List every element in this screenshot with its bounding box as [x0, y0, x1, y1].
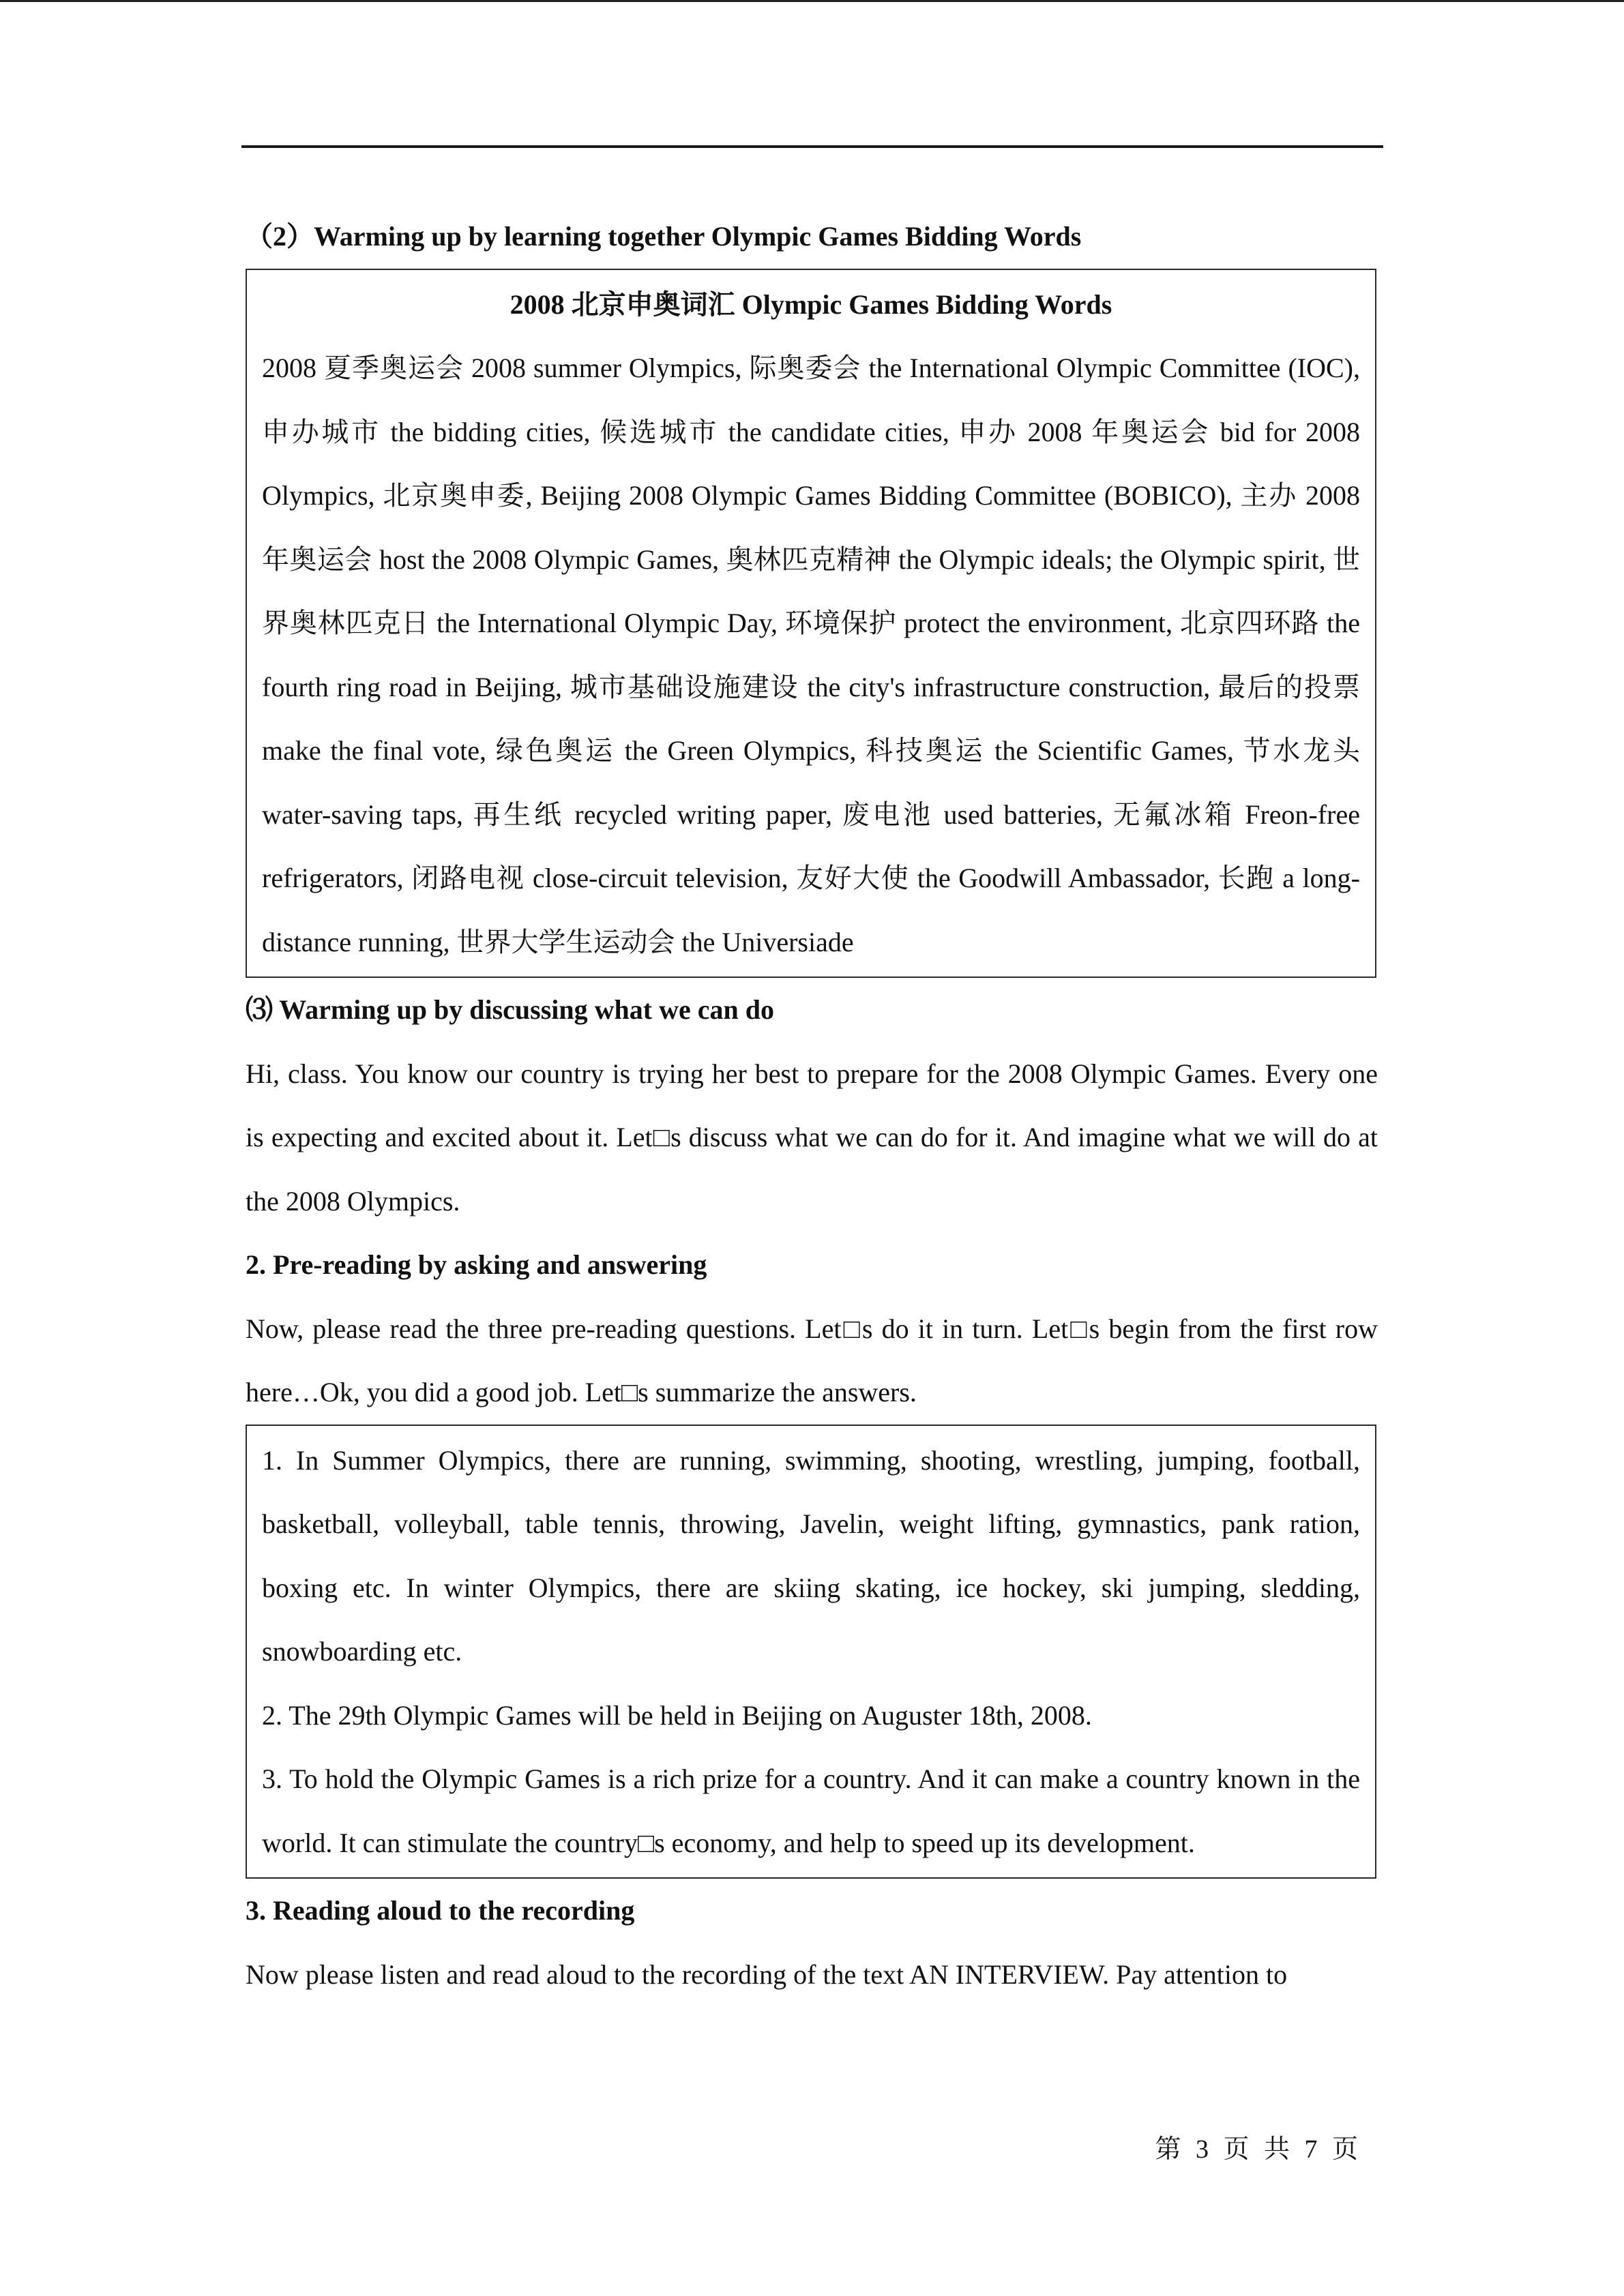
footer-middle: 页 共 — [1223, 2135, 1294, 2164]
page-content — [246, 205, 1378, 2006]
answer-2: 2. The 29th Olympic Games will be held in Beijing on Auguster 18th, 2008. — [262, 1699, 1092, 1731]
vocab-box-body: 2008 夏季奥运会 2008 summer Olympics, 际奥委会 the International Olympic Committee (IOC), 申办城市 the bidding cities, 候选城市 the candidate cities, 申办 2008 年奥运会 bid for 2008 Olympics, 北京奥申委, Beijing 2008 Olympic Games Bidding Committee (BOBICO), 主办 2008 年奥运会 host the 2008 Olympic Games, 奥林匹克精神 the Olympic ideals; the Olympic spirit, 世界奥林匹克日 the International Olympic Day, 环境保护 protect the environment, 北京四环路 the fourth ring road in Beijing, 城市基础设施建设 the city's infrastructure construction, 最后的投票 make the final vote, 绿色奥运 the Green Olympics, 科技奥运 the Scientific Games, 节水龙头 water-saving taps, 再生纸 recycled writing paper, 废电池 used batteries, 无氟冰箱 Freon-free refrigerators, 闭路电视 close-circuit television, 友好大使 the Goodwill Ambassador, 长跑 a long-distance running, 世界大学生运动会 the Universiade — [262, 353, 1360, 957]
reading-text: Now please listen and read aloud to the recording of the text AN INTERVIEW. Pay attention to — [246, 1958, 1288, 1990]
answer-3: 3. To hold the Olympic Games is a rich prize for a country. And it can make a country known in the world. It can stimulate the country□s economy, and help to speed up its development. — [262, 1763, 1360, 1858]
footer-total-pages: 7 — [1304, 2135, 1322, 2164]
section-reading-heading: 3. Reading aloud to the recording — [246, 1895, 635, 1926]
section-prereading-heading: 2. Pre-reading by asking and answering — [246, 1249, 707, 1280]
answers-box — [246, 1425, 1376, 1879]
footer-prefix: 第 — [1155, 2135, 1185, 2164]
section-warmup2-heading: （2）Warming up by learning together Olympic Games Bidding Words — [246, 221, 1082, 252]
page-footer — [1155, 2128, 1362, 2165]
footer-suffix: 页 — [1331, 2135, 1362, 2164]
footer-page-number: 3 — [1195, 2135, 1213, 2164]
page-top-border — [0, 0, 1624, 2]
answer-1: 1. In Summer Olympics, there are running, swimming, shooting, wrestling, jumping, football, basketball, volleyball, table tennis, throwing, Javelin, weight lifting, gymnastics, pank ration, boxing etc. In winter Olympics, there are skiing skating, ice hockey, ski jumping, sledding, snowboarding etc. — [262, 1444, 1360, 1667]
prereading-text: Now, please read the three pre-reading questions. Let□s do it in turn. Let□s begin from the first row here…Ok, you did a good job. Let□s summarize the answers. — [246, 1313, 1378, 1407]
vocab-box — [246, 269, 1376, 979]
vocab-box-title: 2008 北京申奥词汇 Olympic Games Bidding Words — [510, 288, 1112, 320]
section-warmup3-heading: ⑶ Warming up by discussing what we can do — [246, 994, 774, 1025]
header-rule — [241, 145, 1383, 148]
warmup3-text: Hi, class. You know our country is trying her best to prepare for the 2008 Olympic Games. Every one is expecting and excited about it. Let□s discuss what we can do for it. And imagine what we will do at the 2008 Olympics. — [246, 1058, 1378, 1217]
